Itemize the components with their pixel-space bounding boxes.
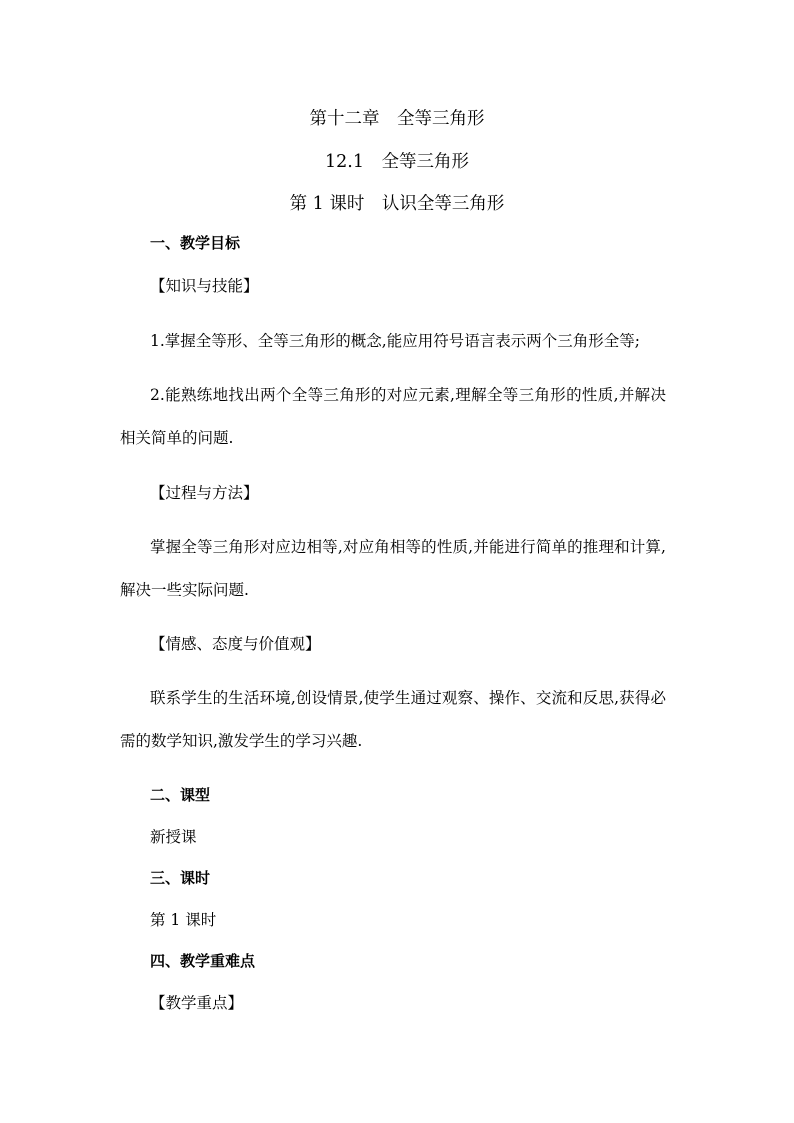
knowledge-item-2-line-1: 2.能熟练地找出两个全等三角形的对应元素,理解全等三角形的性质,并解决 bbox=[150, 386, 666, 404]
knowledge-item-2-line-2: 相关简单的问题. bbox=[120, 429, 234, 447]
emotion-text-line-1: 联系学生的生活环境,创设情景,使学生通过观察、操作、交流和反思,获得必 bbox=[150, 689, 666, 707]
section-title: 12.1 全等三角形 bbox=[325, 152, 469, 172]
class-hours-heading: 三、课时 bbox=[150, 869, 211, 887]
process-text-line-1: 掌握全等三角形对应边相等,对应角相等的性质,并能进行简单的推理和计算, bbox=[150, 538, 666, 556]
lesson-type-heading: 二、课型 bbox=[150, 786, 211, 804]
process-text-line-2: 解决一些实际问题. bbox=[120, 581, 249, 599]
lesson-title: 第 1 课时 认识全等三角形 bbox=[289, 194, 505, 214]
process-methods-label: 【过程与方法】 bbox=[150, 484, 259, 502]
knowledge-item-1: 1.掌握全等形、全等三角形的概念,能应用符号语言表示两个三角形全等; bbox=[150, 332, 640, 350]
class-hours-value: 第 1 课时 bbox=[150, 911, 217, 929]
key-points-heading: 四、教学重难点 bbox=[150, 952, 256, 970]
knowledge-skills-label: 【知识与技能】 bbox=[150, 277, 259, 295]
objectives-heading: 一、教学目标 bbox=[150, 234, 241, 252]
lesson-type-value: 新授课 bbox=[150, 828, 197, 846]
teaching-focus-label: 【教学重点】 bbox=[150, 994, 244, 1012]
chapter-title: 第十二章 全等三角形 bbox=[309, 109, 485, 129]
emotion-text-line-2: 需的数学知识,激发学生的学习兴趣. bbox=[120, 732, 363, 750]
emotion-values-label: 【情感、态度与价值观】 bbox=[150, 635, 321, 653]
